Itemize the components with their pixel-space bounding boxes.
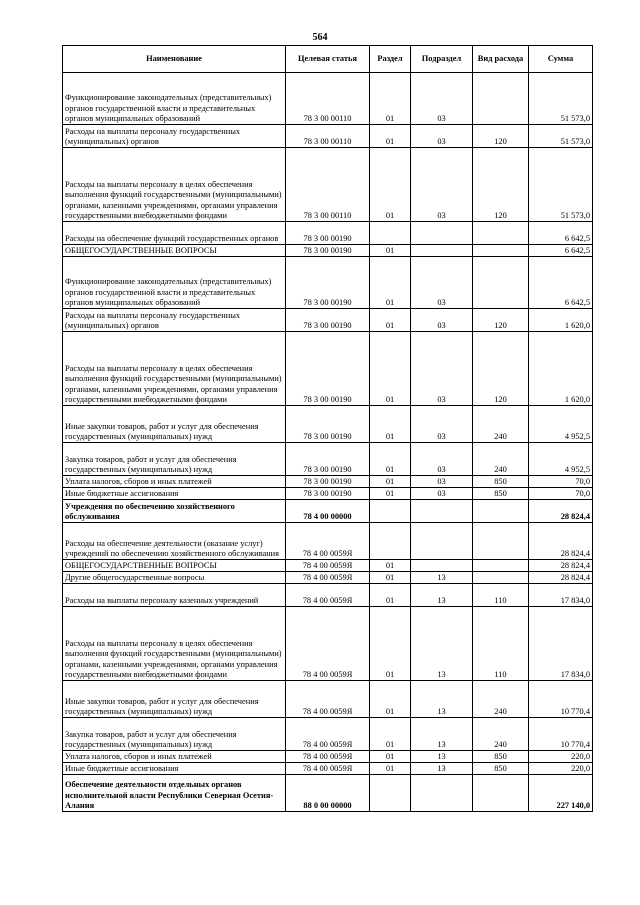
table-row xyxy=(63,681,593,718)
table-row xyxy=(63,572,593,584)
cell-expense-type: 240 xyxy=(473,443,529,476)
cell-subsection: 03 xyxy=(411,309,473,332)
cell-section: 01 xyxy=(370,560,411,572)
cell-expense-type: 120 xyxy=(473,125,529,148)
cell-section: 01 xyxy=(370,763,411,775)
table-row xyxy=(63,560,593,572)
cell-name: Расходы на выплаты персоналу в целях обеспечения выполнения функций государственными (муниципальными) органами, казенными учреждениями, органами управления государственными внебюджетными фондами xyxy=(63,607,286,681)
cell-section: 01 xyxy=(370,73,411,125)
cell-section xyxy=(370,500,411,523)
cell-section xyxy=(370,523,411,560)
cell-target: 78 4 00 0059Я xyxy=(286,572,370,584)
cell-name: Закупка товаров, работ и услуг для обеспечения государственных (муниципальных) нужд xyxy=(63,443,286,476)
cell-target: 78 3 00 00190 xyxy=(286,332,370,406)
cell-target: 78 3 00 00190 xyxy=(286,443,370,476)
cell-target: 78 3 00 00190 xyxy=(286,309,370,332)
cell-section: 01 xyxy=(370,406,411,443)
cell-target: 78 4 00 00000 xyxy=(286,500,370,523)
cell-sum: 6 642,5 xyxy=(529,257,593,309)
cell-target: 78 3 00 00190 xyxy=(286,245,370,257)
cell-target: 78 4 00 0059Я xyxy=(286,751,370,763)
cell-expense-type: 850 xyxy=(473,763,529,775)
cell-name: Функционирование законодательных (представительных) органов государственной власти и представительных органов муниципальных образований xyxy=(63,257,286,309)
cell-section: 01 xyxy=(370,607,411,681)
cell-subsection xyxy=(411,500,473,523)
table-row xyxy=(63,476,593,488)
cell-name: Расходы на выплаты персоналу в целях обеспечения выполнения функций государственными (муниципальными) органами, казенными учреждениями, органами управления государственными внебюджетными фондами xyxy=(63,332,286,406)
header-name: Наименование xyxy=(63,46,286,73)
cell-target: 78 4 00 0059Я xyxy=(286,560,370,572)
cell-section: 01 xyxy=(370,476,411,488)
cell-target: 78 3 00 00190 xyxy=(286,222,370,245)
cell-subsection: 03 xyxy=(411,125,473,148)
cell-target: 78 4 00 0059Я xyxy=(286,584,370,607)
cell-expense-type: 850 xyxy=(473,488,529,500)
cell-subsection xyxy=(411,775,473,812)
cell-section: 01 xyxy=(370,257,411,309)
cell-expense-type: 240 xyxy=(473,406,529,443)
cell-target: 78 4 00 0059Я xyxy=(286,718,370,751)
cell-target: 78 4 00 0059Я xyxy=(286,523,370,560)
cell-sum: 70,0 xyxy=(529,476,593,488)
cell-target: 78 3 00 00110 xyxy=(286,125,370,148)
cell-sum: 6 642,5 xyxy=(529,245,593,257)
cell-target: 78 4 00 0059Я xyxy=(286,763,370,775)
cell-subsection: 13 xyxy=(411,718,473,751)
cell-section: 01 xyxy=(370,681,411,718)
table-row xyxy=(63,607,593,681)
cell-name: Расходы на выплаты персоналу государственных (муниципальных) органов xyxy=(63,309,286,332)
cell-sum: 10 770,4 xyxy=(529,681,593,718)
cell-sum: 220,0 xyxy=(529,751,593,763)
cell-subsection: 03 xyxy=(411,257,473,309)
cell-name: Уплата налогов, сборов и иных платежей xyxy=(63,751,286,763)
cell-target: 78 4 00 0059Я xyxy=(286,607,370,681)
cell-target: 88 0 00 00000 xyxy=(286,775,370,812)
cell-sum: 10 770,4 xyxy=(529,718,593,751)
table-row xyxy=(63,406,593,443)
cell-subsection: 03 xyxy=(411,148,473,222)
cell-subsection: 03 xyxy=(411,406,473,443)
cell-sum: 1 620,0 xyxy=(529,309,593,332)
cell-name: Расходы на обеспечение деятельности (оказание услуг) учреждений по обеспечению хозяйственного обслуживания xyxy=(63,523,286,560)
cell-name: Иные бюджетные ассигнования xyxy=(63,763,286,775)
cell-name: Расходы на обеспечение функций государственных органов xyxy=(63,222,286,245)
table-row xyxy=(63,148,593,222)
cell-section: 01 xyxy=(370,332,411,406)
cell-subsection: 03 xyxy=(411,332,473,406)
table-row xyxy=(63,718,593,751)
cell-expense-type: 110 xyxy=(473,584,529,607)
page-number: 564 xyxy=(312,32,328,43)
table-row xyxy=(63,125,593,148)
cell-expense-type: 850 xyxy=(473,476,529,488)
table-row xyxy=(63,73,593,125)
header-sum: Сумма xyxy=(529,46,593,73)
cell-subsection: 13 xyxy=(411,607,473,681)
cell-subsection: 13 xyxy=(411,763,473,775)
cell-section: 01 xyxy=(370,488,411,500)
cell-expense-type: 120 xyxy=(473,332,529,406)
cell-sum: 1 620,0 xyxy=(529,332,593,406)
cell-expense-type: 240 xyxy=(473,718,529,751)
budget-table xyxy=(62,45,593,812)
cell-name: Расходы на выплаты персоналу государственных (муниципальных) органов xyxy=(63,125,286,148)
cell-target: 78 3 00 00190 xyxy=(286,488,370,500)
table-header-row xyxy=(63,46,593,73)
cell-sum: 51 573,0 xyxy=(529,148,593,222)
cell-expense-type xyxy=(473,500,529,523)
cell-sum: 70,0 xyxy=(529,488,593,500)
cell-target: 78 4 00 0059Я xyxy=(286,681,370,718)
table-row xyxy=(63,222,593,245)
cell-subsection: 13 xyxy=(411,681,473,718)
cell-subsection xyxy=(411,523,473,560)
cell-section: 01 xyxy=(370,245,411,257)
header-section: Раздел xyxy=(370,46,411,73)
cell-section: 01 xyxy=(370,584,411,607)
header-subsection: Подраздел xyxy=(411,46,473,73)
cell-sum: 220,0 xyxy=(529,763,593,775)
cell-sum: 28 824,4 xyxy=(529,572,593,584)
cell-expense-type xyxy=(473,222,529,245)
cell-expense-type: 120 xyxy=(473,148,529,222)
cell-expense-type xyxy=(473,775,529,812)
cell-sum: 17 834,0 xyxy=(529,584,593,607)
cell-section: 01 xyxy=(370,148,411,222)
cell-subsection xyxy=(411,245,473,257)
table-row xyxy=(63,500,593,523)
cell-sum: 28 824,4 xyxy=(529,500,593,523)
cell-subsection: 03 xyxy=(411,476,473,488)
table-row xyxy=(63,523,593,560)
cell-name: Учреждения по обеспечению хозяйственного обслуживания xyxy=(63,500,286,523)
table-row xyxy=(63,332,593,406)
cell-name: Иные закупки товаров, работ и услуг для обеспечения государственных (муниципальных) нужд xyxy=(63,406,286,443)
cell-sum: 17 834,0 xyxy=(529,607,593,681)
cell-expense-type: 240 xyxy=(473,681,529,718)
header-target: Целевая статья xyxy=(286,46,370,73)
cell-name: Расходы на выплаты персоналу в целях обеспечения выполнения функций государственными (муниципальными) органами, казенными учреждениями, органами управления государственными внебюджетными фондами xyxy=(63,148,286,222)
cell-expense-type xyxy=(473,73,529,125)
header-expense-type: Вид расхода xyxy=(473,46,529,73)
cell-target: 78 3 00 00110 xyxy=(286,73,370,125)
cell-expense-type xyxy=(473,257,529,309)
cell-name: ОБЩЕГОСУДАРСТВЕННЫЕ ВОПРОСЫ xyxy=(63,560,286,572)
table-row xyxy=(63,763,593,775)
cell-subsection xyxy=(411,560,473,572)
cell-name: Расходы на выплаты персоналу казенных учреждений xyxy=(63,584,286,607)
cell-subsection: 13 xyxy=(411,751,473,763)
cell-name: Иные бюджетные ассигнования xyxy=(63,488,286,500)
cell-name: Иные закупки товаров, работ и услуг для обеспечения государственных (муниципальных) нужд xyxy=(63,681,286,718)
table-row xyxy=(63,443,593,476)
cell-subsection: 13 xyxy=(411,584,473,607)
table-row xyxy=(63,488,593,500)
cell-subsection xyxy=(411,222,473,245)
cell-sum: 28 824,4 xyxy=(529,523,593,560)
cell-sum: 28 824,4 xyxy=(529,560,593,572)
cell-sum: 51 573,0 xyxy=(529,73,593,125)
cell-expense-type: 110 xyxy=(473,607,529,681)
cell-name: Закупка товаров, работ и услуг для обеспечения государственных (муниципальных) нужд xyxy=(63,718,286,751)
table-row xyxy=(63,751,593,763)
cell-sum: 6 642,5 xyxy=(529,222,593,245)
cell-name: ОБЩЕГОСУДАРСТВЕННЫЕ ВОПРОСЫ xyxy=(63,245,286,257)
cell-subsection: 03 xyxy=(411,443,473,476)
cell-name: Другие общегосударственные вопросы xyxy=(63,572,286,584)
cell-subsection: 03 xyxy=(411,73,473,125)
cell-sum: 51 573,0 xyxy=(529,125,593,148)
table-row xyxy=(63,775,593,812)
cell-expense-type xyxy=(473,572,529,584)
table-row xyxy=(63,245,593,257)
cell-target: 78 3 00 00190 xyxy=(286,406,370,443)
cell-expense-type xyxy=(473,245,529,257)
cell-section xyxy=(370,775,411,812)
cell-section xyxy=(370,222,411,245)
cell-expense-type: 120 xyxy=(473,309,529,332)
cell-expense-type: 850 xyxy=(473,751,529,763)
cell-section: 01 xyxy=(370,443,411,476)
cell-section: 01 xyxy=(370,572,411,584)
cell-expense-type xyxy=(473,560,529,572)
table-body xyxy=(63,73,593,812)
cell-subsection: 13 xyxy=(411,572,473,584)
cell-sum: 227 140,0 xyxy=(529,775,593,812)
cell-section: 01 xyxy=(370,125,411,148)
cell-name: Уплата налогов, сборов и иных платежей xyxy=(63,476,286,488)
cell-section: 01 xyxy=(370,309,411,332)
cell-section: 01 xyxy=(370,751,411,763)
cell-expense-type xyxy=(473,523,529,560)
cell-sum: 4 952,5 xyxy=(529,443,593,476)
cell-subsection: 03 xyxy=(411,488,473,500)
table-row xyxy=(63,257,593,309)
cell-target: 78 3 00 00110 xyxy=(286,148,370,222)
table-row xyxy=(63,584,593,607)
cell-target: 78 3 00 00190 xyxy=(286,476,370,488)
table-row xyxy=(63,309,593,332)
cell-name: Функционирование законодательных (представительных) органов государственной власти и представительных органов муниципальных образований xyxy=(63,73,286,125)
cell-target: 78 3 00 00190 xyxy=(286,257,370,309)
cell-sum: 4 952,5 xyxy=(529,406,593,443)
cell-section: 01 xyxy=(370,718,411,751)
cell-name: Обеспечение деятельности отдельных органов исполнительной власти Республики Северная Осетия-Алания xyxy=(63,775,286,812)
